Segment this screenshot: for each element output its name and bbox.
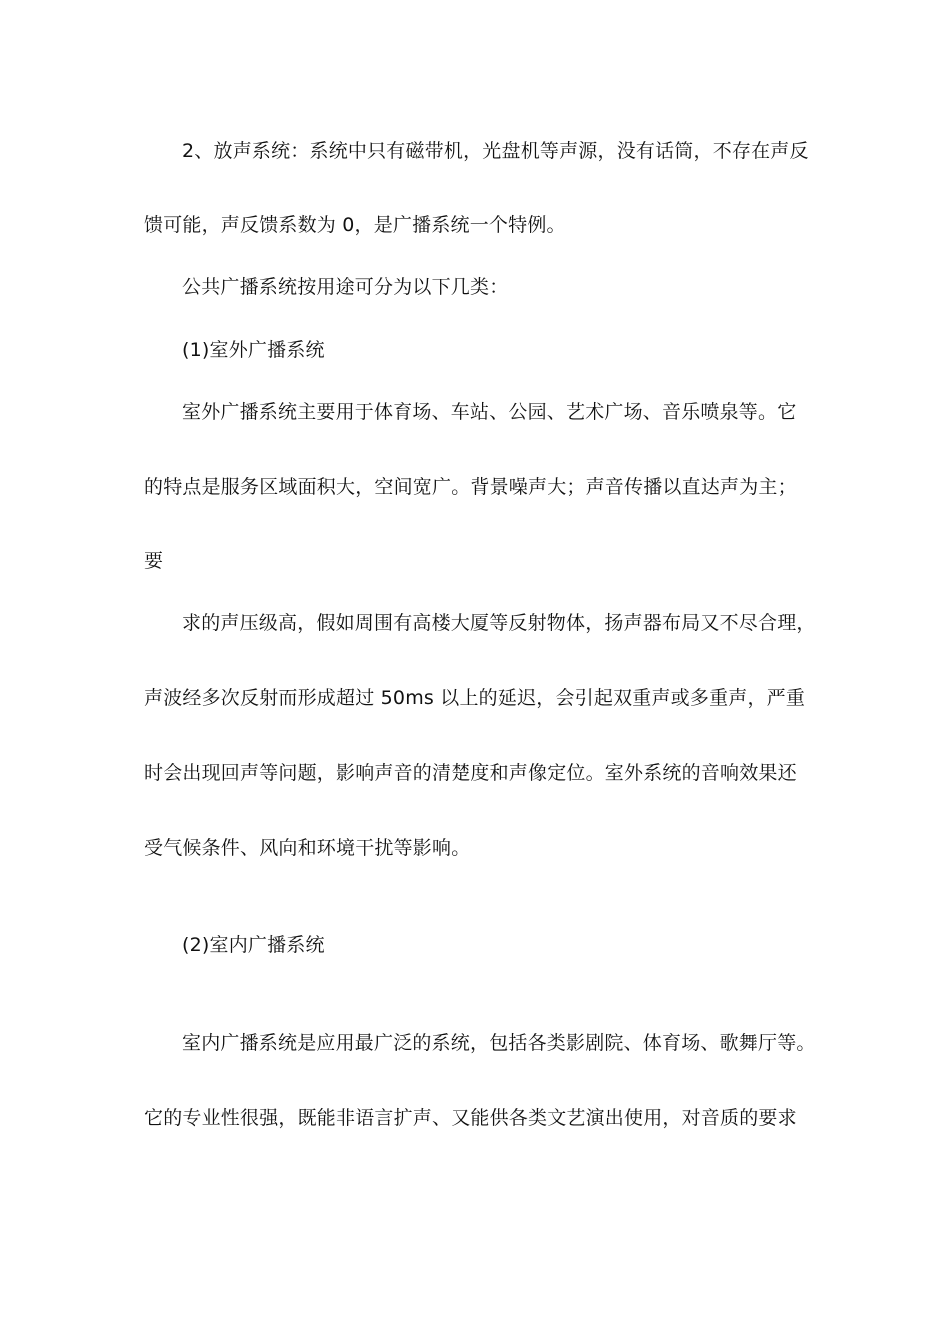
text-line: 它的专业性很强，既能非语言扩声、又能供各类文艺演出使用，对音质的要求: [144, 1107, 797, 1129]
text-line: 馈可能，声反馈系数为 0，是广播系统一个特例。: [144, 214, 566, 236]
text-line: 声波经多次反射而形成超过 50ms 以上的延迟，会引起双重声或多重声，严重: [144, 687, 806, 709]
text-line: 室外广播系统主要用于体育场、车站、公园、艺术广场、音乐喷泉等。它: [182, 401, 797, 423]
section-heading: (1)室外广播系统: [182, 339, 325, 361]
text-line: 室内广播系统是应用最广泛的系统，包括各类影剧院、体育场、歌舞厅等。: [182, 1032, 816, 1054]
text-line: 受气候条件、风向和环境干扰等影响。: [144, 837, 471, 859]
text-line: 公共广播系统按用途可分为以下几类：: [182, 276, 509, 298]
text-line: 2、放声系统：系统中只有磁带机，光盘机等声源，没有话筒，不存在声反: [182, 140, 809, 162]
text-line: 的特点是服务区域面积大，空间宽广。背景噪声大；声音传播以直达声为主；: [144, 476, 797, 498]
section-heading: (2)室内广播系统: [182, 934, 325, 956]
text-line: 求的声压级高，假如周围有高楼大厦等反射物体，扬声器布局又不尽合理，: [182, 612, 816, 634]
text-line: 时会出现回声等问题，影响声音的清楚度和声像定位。室外系统的音响效果还: [144, 762, 797, 784]
text-line: 要: [144, 550, 164, 572]
